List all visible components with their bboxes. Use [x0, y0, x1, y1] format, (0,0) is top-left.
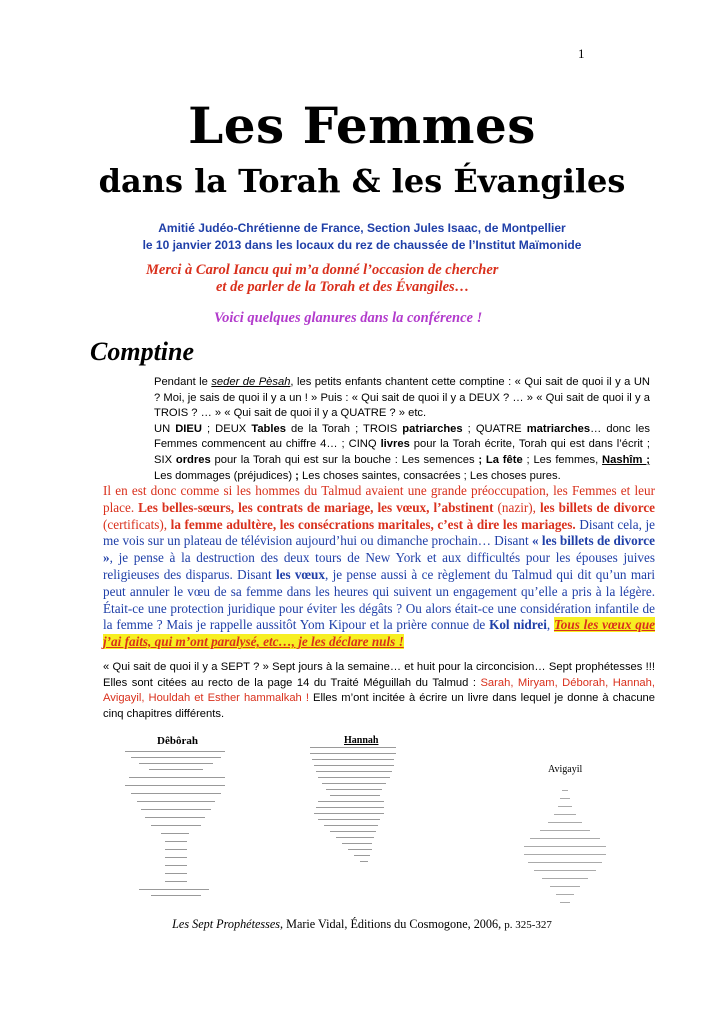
text: … donc les Femmes commencent au chiffre 4… ; CINQ [154, 422, 650, 451]
term-tables: Tables [251, 422, 286, 435]
book-title: Les Sept Prophétesses, [172, 917, 284, 931]
hannah-calligram [308, 733, 400, 871]
text: ; Les femmes, [526, 453, 603, 466]
text: Les dommages (préjudices) [154, 469, 296, 482]
text: , je pense aussi à ce règlement du Talmud qui dit qu’un mari peut annuler le vœu de sa femme dans les heures qui suivent un engagement qu’elle a pris à la légère. Était-ce une protection juridique pour éviter les dégâts ? Ou alors était-ce une considération infantile de la femme ? Mais je rappelle aussitôt Yom Kipour et la prière connue de [103, 566, 656, 633]
text: Pendant le [154, 376, 212, 388]
hannah-label: Hannah [344, 735, 379, 746]
term-patriarches: patriarches [402, 422, 463, 435]
text: les vœux [275, 566, 325, 582]
section-title: Comptine [90, 337, 195, 366]
text: Marie Vidal, Éditions du Cosmogone, 2006, [283, 917, 505, 931]
deborah-calligram-shape [121, 729, 230, 899]
term-livres: livres [380, 438, 410, 451]
text: (certificats), [103, 516, 171, 532]
comptine-paragraph [154, 375, 650, 484]
date-line: le 10 janvier 2013 dans les locaux du rez de chaussée de l’Institut Maïmonide [142, 238, 582, 252]
hannah-calligram-shape [308, 733, 400, 871]
text: ; La fête [478, 453, 527, 466]
page-number: 1 [578, 46, 585, 61]
text: , les petits enfants chantent cette comptine : « Qui sait de quoi il y a UN ? Moi, je sais de quoi il y a un ! » Puis : « Qui sait de quoi il y a DEUX ? … » « Qui sait de quoi il y a TROIS ? … » « Qui sait de quoi il y a QUATRE ? » etc. [154, 376, 650, 420]
page-range: p. 325-327 [504, 919, 552, 931]
text: Elles m’ont incitée à écrire un livre dans lequel je donne à chacune cinq chapitres différents. [103, 692, 655, 720]
deborah-calligram [121, 729, 230, 899]
organization-line: Amitié Judéo-Chrétienne de France, Section Jules Isaac, de Montpellier [158, 221, 566, 235]
text: , [546, 617, 554, 633]
text: Les belles-sœurs, les contrats de mariage, les vœux, l’abstinent [138, 499, 494, 515]
text: de la Torah ; TROIS [285, 422, 403, 435]
text: (nazir), [493, 499, 540, 515]
thanks-line-1: Merci à Carol Iancu qui m’a donné l’occasion de chercher [146, 262, 499, 278]
text: la femme adultère, les consécrations maritales, c’est à dire les mariages. [170, 516, 576, 532]
avigayil-label: Avigayil [548, 764, 583, 775]
text: Il en est donc comme si les hommes du Talmud avaient une grande préoccupation, les Femmes et leur place. [103, 483, 655, 515]
text: ; [295, 469, 299, 482]
seder-term: seder de Pèsah [211, 376, 291, 388]
text: pour la Torah écrite, Torah qui est dans l’écrit ; SIX [154, 438, 650, 466]
text: « les billets de divorce » [103, 533, 655, 566]
text: UN [154, 422, 176, 435]
text: ; DEUX [201, 422, 252, 435]
text: les billets de divorce [539, 499, 656, 515]
text: Disant cela, je me vois sur un plateau de télévision aujourd’hui ou dimanche prochain… Disant [103, 516, 655, 549]
talmud-paragraph [103, 483, 655, 651]
page-subtitle: dans la Torah & les Évangiles [98, 162, 626, 200]
highlighted-quote: Tous les vœux que j’ai faits, qui m’ont paralysé, etc…, je les déclare nuls ! [103, 617, 656, 650]
text: , je pense à la destruction des deux tours de New York et aux difficultés pour les épouses juives religieuses des disparus. Disant [103, 550, 655, 582]
prophetesses-paragraph [103, 660, 655, 722]
avigayil-calligram-shape [520, 756, 610, 910]
book-caption [0, 917, 724, 932]
intro-line: Voici quelques glanures dans la conférence ! [214, 310, 483, 326]
avigayil-calligram [520, 756, 610, 910]
text: pour la Torah qui est sur la bouche : Les semences [210, 453, 479, 466]
text: « Qui sait de quoi il y a SEPT ? » Sept jours à la semaine… et huit pour la circoncision… Sept prophétesses !!! Elles sont citées au recto de la page 14 du Traité Méguillah du Talmud : [103, 661, 655, 689]
term-matriarches: matriarches [526, 422, 591, 435]
term-dieu: DIEU [175, 422, 202, 435]
thanks-line-2: et de parler de la Torah et des Évangiles… [216, 279, 470, 295]
text: Kol nidrei [489, 617, 547, 633]
deborah-label: Dêbôrah [157, 735, 198, 747]
text: ; QUATRE [462, 422, 527, 435]
text: Les choses saintes, consacrées ; Les choses pures. [298, 469, 561, 482]
prophetess-names: Sarah, Miryam, Déborah, Hannah, Avigayil, Houldah et Esther hammalkah ! [103, 676, 655, 705]
page-title: Les Femmes [188, 96, 536, 155]
term-ordres: ordres [175, 453, 211, 466]
term-nashim: Nashîm ; [602, 453, 651, 466]
